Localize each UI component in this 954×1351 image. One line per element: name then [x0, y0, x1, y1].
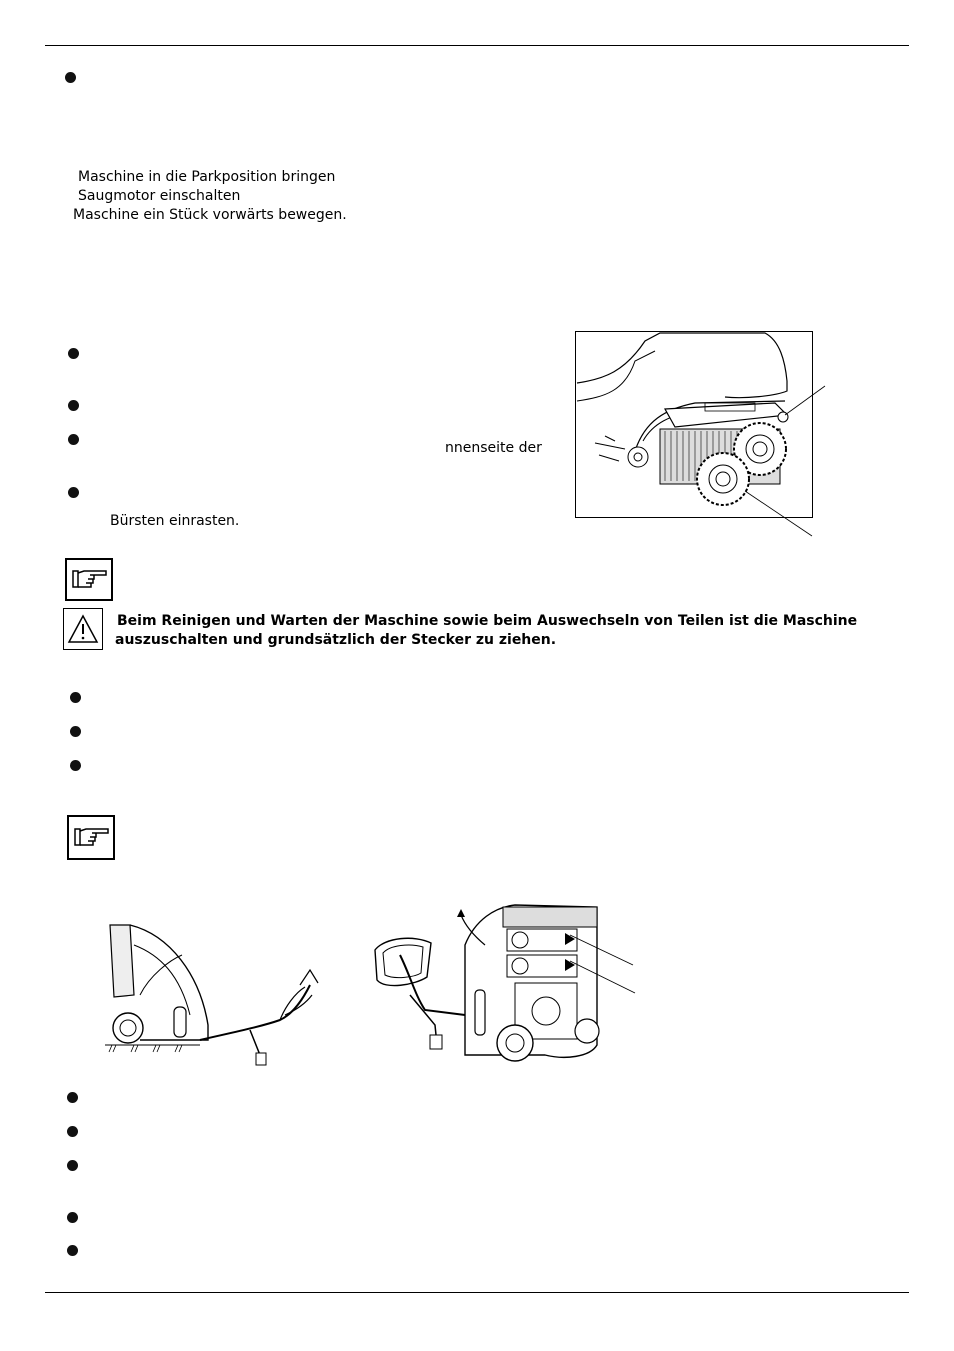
bullet-dot-icon [67, 1245, 78, 1256]
warning-text-line2: auszuschalten und grundsätzlich der Stecker zu ziehen. [115, 632, 557, 648]
step-move-forward: Maschine ein Stück vorwärts bewegen. [73, 207, 347, 223]
header-rule [45, 45, 909, 46]
bullet-dot-icon [70, 692, 81, 703]
footer-rule [45, 1292, 909, 1293]
bullet-dot-icon [68, 434, 79, 445]
warning-box [63, 608, 103, 650]
pointing-hand-icon [72, 568, 108, 592]
note-box [67, 815, 115, 860]
bullet-dot-icon [70, 726, 81, 737]
bullet-dot-icon [68, 400, 79, 411]
pointing-hand-icon [74, 826, 110, 850]
bullet-dot-icon [67, 1160, 78, 1171]
brush-inner-side-fragment: nnenseite der [445, 440, 542, 456]
warning-text-line1: Beim Reinigen und Warten der Maschine sowie beim Auswechseln von Teilen ist die Maschine [117, 613, 858, 629]
bullet-dot-icon [67, 1092, 78, 1103]
warning-triangle-icon [67, 614, 99, 644]
step-park-position: Maschine in die Parkposition bringen [78, 169, 336, 185]
machine-rear-view-illustration [365, 895, 645, 1070]
step-suction-motor-on: Saugmotor einschalten [78, 188, 241, 204]
brush-illustration [575, 331, 815, 541]
bullet-dot-icon [67, 1212, 78, 1223]
bullet-dot-icon [65, 72, 76, 83]
note-box [65, 558, 113, 601]
bullet-dot-icon [68, 348, 79, 359]
brush-engage-text: Bürsten einrasten. [110, 513, 240, 529]
machine-side-view-illustration [100, 915, 330, 1075]
bullet-dot-icon [67, 1126, 78, 1137]
bullet-dot-icon [70, 760, 81, 771]
bullet-dot-icon [68, 487, 79, 498]
